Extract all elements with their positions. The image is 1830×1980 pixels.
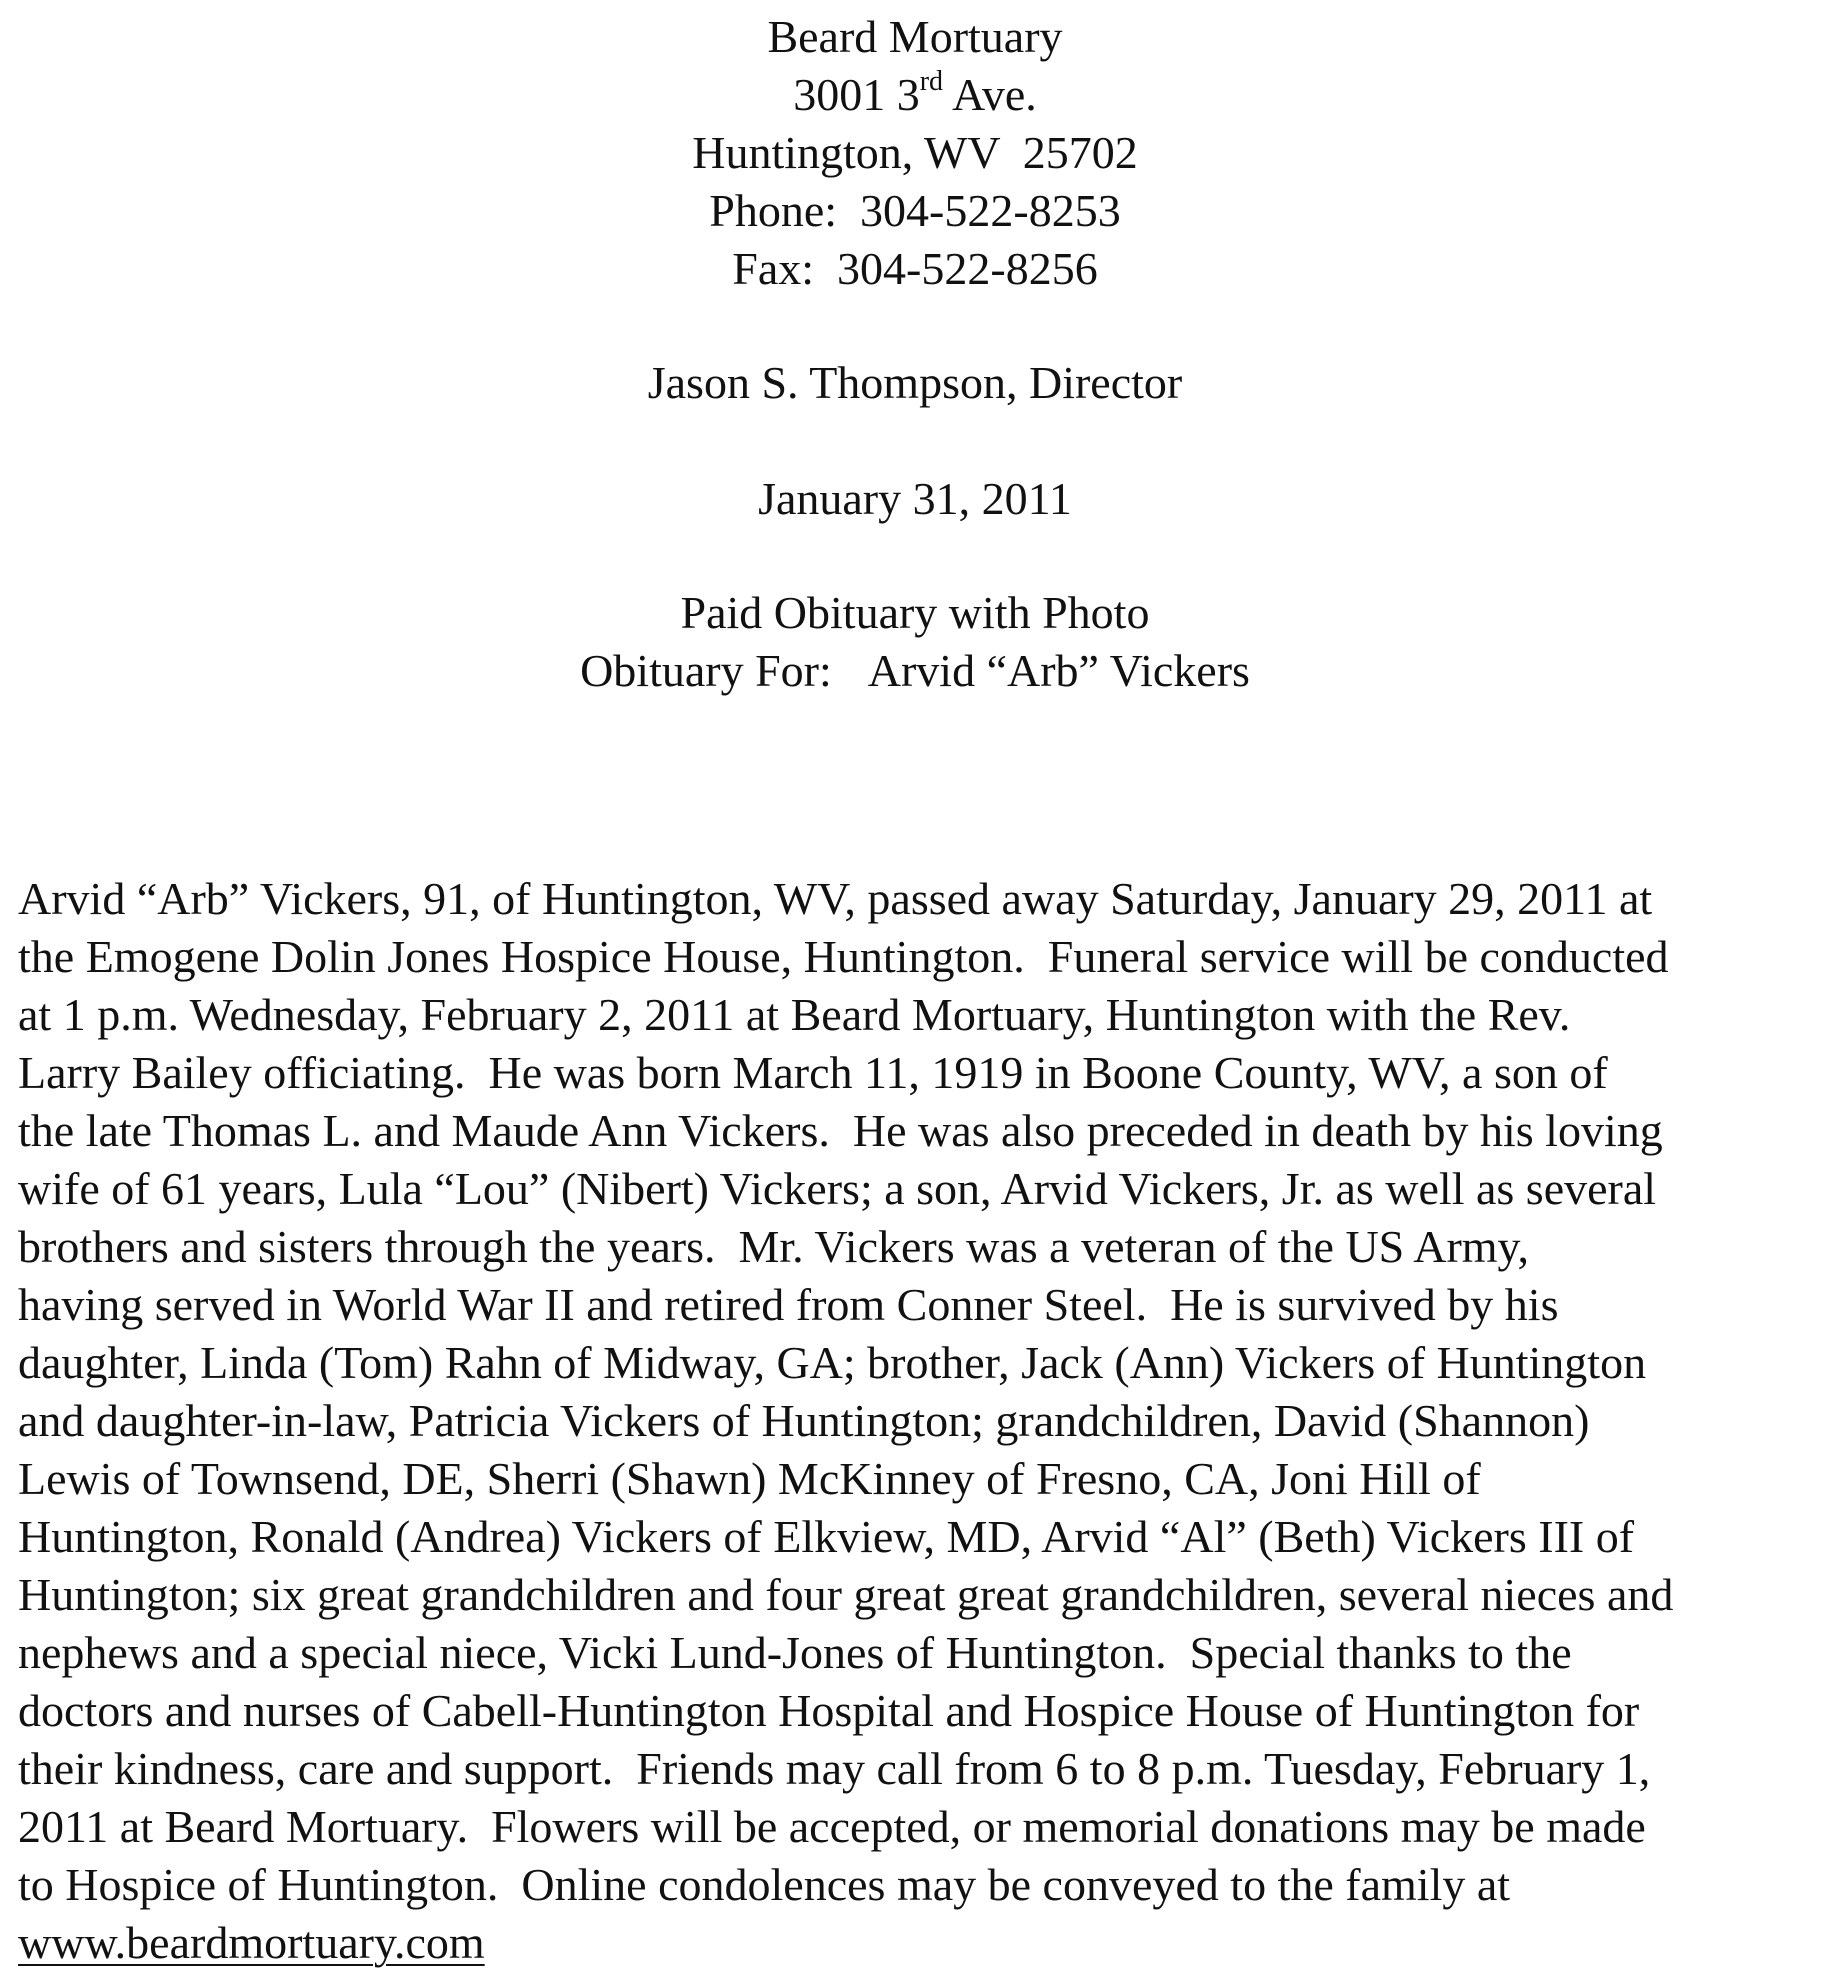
obituary-line: brothers and sisters through the years. Mr. Vickers was a veteran of the US Army, (18, 1221, 1530, 1272)
obituary-line: daughter, Linda (Tom) Rahn of Midway, GA; brother, Jack (Ann) Vickers of Huntington (18, 1337, 1647, 1388)
obituary-line: Huntington, Ronald (Andrea) Vickers of Elkview, MD, Arvid “Al” (Beth) Vickers III of (18, 1511, 1635, 1562)
website-link[interactable]: www.beardmortuary.com (18, 1917, 485, 1968)
obituary-line: to Hospice of Huntington. Online condolences may be conveyed to the family at (18, 1859, 1511, 1910)
obituary-line: and daughter-in-law, Patricia Vickers of Huntington; grandchildren, David (Shannon) (18, 1395, 1590, 1446)
obituary-line: their kindness, care and support. Friends may call from 6 to 8 p.m. Tuesday, February 1, (18, 1743, 1651, 1794)
street-address (0, 66, 1830, 124)
obituary-for (0, 642, 1830, 700)
website-line (18, 1914, 1818, 1972)
address-number: 3001 3 (793, 69, 920, 120)
obituary-line: Arvid “Arb” Vickers, 91, of Huntington, WV, passed away Saturday, January 29, 2011 at (18, 873, 1653, 924)
address-street: Ave. (943, 69, 1037, 120)
obituary-for-name: Arvid “Arb” Vickers (867, 645, 1250, 696)
obituary-line: having served in World War II and retired from Conner Steel. He is survived by his (18, 1279, 1559, 1330)
address-ordinal-suffix: rd (919, 66, 944, 97)
obituary-line: doctors and nurses of Cabell-Huntington Hospital and Hospice House of Huntington for (18, 1685, 1640, 1736)
obituary-line: the late Thomas L. and Maude Ann Vickers. He was also preceded in death by his loving (18, 1105, 1663, 1156)
obituary-line: at 1 p.m. Wednesday, February 2, 2011 at Beard Mortuary, Huntington with the Rev. (18, 989, 1571, 1040)
obituary-line: Huntington; six great grandchildren and four great great grandchildren, several nieces and (18, 1569, 1674, 1620)
city-state-zip: Huntington, WV 25702 (692, 127, 1138, 178)
phone-number: Phone: 304-522-8253 (709, 185, 1121, 236)
document-date: January 31, 2011 (758, 473, 1072, 524)
fax-number: Fax: 304-522-8256 (732, 243, 1098, 294)
obituary-line: nephews and a special niece, Vicki Lund-Jones of Huntington. Special thanks to the (18, 1627, 1572, 1678)
obituary-line: wife of 61 years, Lula “Lou” (Nibert) Vickers; a son, Arvid Vickers, Jr. as well as several (18, 1163, 1657, 1214)
business-name: Beard Mortuary (767, 11, 1063, 62)
notice-type: Paid Obituary with Photo (680, 587, 1150, 638)
obituary-line: Lewis of Townsend, DE, Sherri (Shawn) McKinney of Fresno, CA, Joni Hill of (18, 1453, 1481, 1504)
obituary-line: Larry Bailey officiating. He was born March 11, 1919 in Boone County, WV, a son of (18, 1047, 1608, 1098)
obituary-line: 2011 at Beard Mortuary. Flowers will be accepted, or memorial donations may be made (18, 1801, 1646, 1852)
obituary-line: the Emogene Dolin Jones Hospice House, Huntington. Funeral service will be conducted (18, 931, 1669, 982)
director-name: Jason S. Thompson, Director (647, 357, 1183, 408)
obituary-body (18, 870, 1818, 1972)
obituary-for-label: Obituary For: (580, 645, 832, 696)
